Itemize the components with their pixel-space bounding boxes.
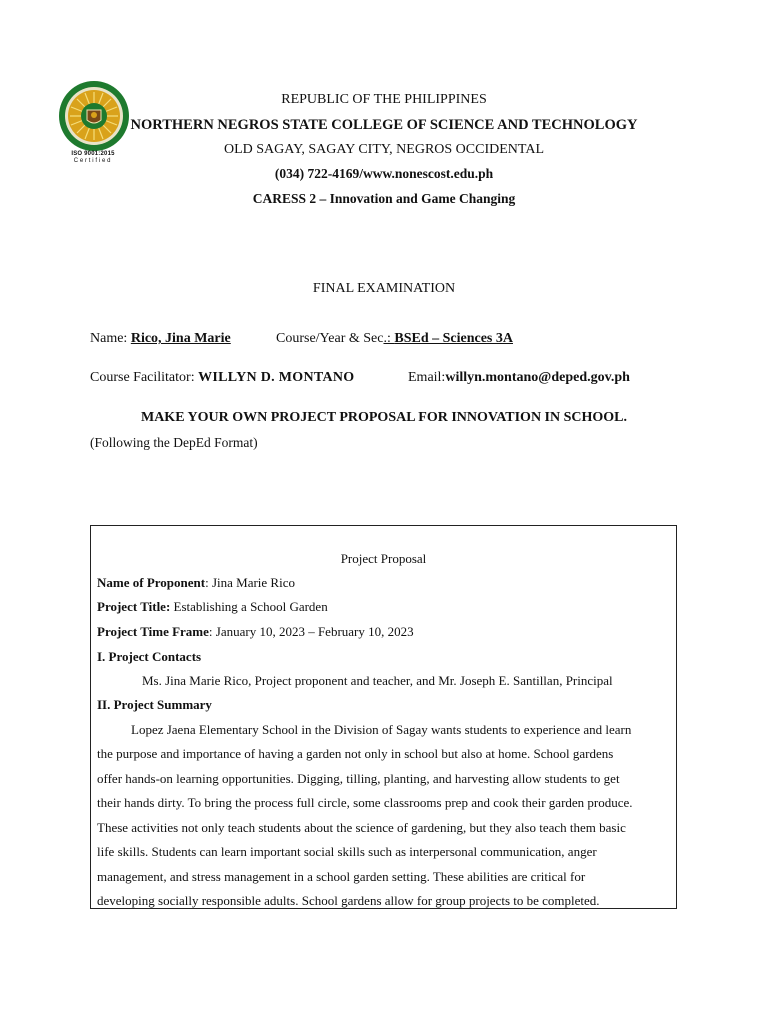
summary-line: life skills. Students can learn important social skills such as interpersonal communication, anger [97,844,597,859]
facilitator-row [90,370,355,386]
iso-label: ISO 9001:2015 [71,151,115,157]
college-name: NORTHERN NEGROS STATE COLLEGE OF SCIENCE AND TECHNOLOGY [130,117,638,133]
facilitator-name: WILLYN D. MONTANO [198,370,355,385]
course-title: CARESS 2 – Innovation and Game Changing [252,191,516,206]
proponent-label: Name of Proponent [97,575,206,590]
course-label: Course/Year & Sec [276,331,384,346]
summary-line: management, and stress management in a school garden setting. These abilities are critical for [97,869,586,884]
email-value: willyn.montano@deped.gov.ph [445,370,630,385]
summary-line: Lopez Jaena Elementary School in the Division of Sagay wants students to experience and learn [131,722,632,737]
student-name: Rico, Jina Marie [130,331,231,346]
timeframe-label: Project Time Frame [97,624,209,639]
course-row [276,331,513,347]
proponent-value: : Jina Marie Rico [205,575,295,590]
college-contact: (034) 722-4169/www.nonescost.edu.ph [274,166,494,181]
timeframe-value: : January 10, 2023 – February 10, 2023 [208,624,414,639]
project-title-value: Establishing a School Garden [170,599,328,614]
summary-line: developing socially responsible adults. School gardens allow for group projects to be completed. [97,893,600,908]
course-value: BSEd – Sciences 3A [394,331,513,346]
college-address: OLD SAGAY, SAGAY CITY, NEGROS OCCIDENTAL [223,142,544,157]
name-label: Name: [90,331,131,346]
email-label: Email: [408,370,446,385]
project-title-label: Project Title: [97,599,171,614]
summary-heading: II. Project Summary [97,697,212,712]
format-note: (Following the DepEd Format) [90,435,258,450]
summary-line: the purpose and importance of having a garden not only in school but also at home. School gardens [97,746,614,761]
proposal-heading: Project Proposal [340,551,427,566]
summary-line: offer hands-on learning opportunities. Digging, tilling, planting, and harvesting allow students to get [97,771,620,786]
project-proposal-box [90,525,677,909]
facilitator-label: Course Facilitator: [90,370,199,385]
iso-certified-label: Certified [73,158,113,164]
exam-title: FINAL EXAMINATION [312,281,456,296]
student-name-row [90,331,231,347]
project-title-line [97,599,328,615]
contacts-heading: I. Project Contacts [97,649,202,664]
task-title: MAKE YOUR OWN PROJECT PROPOSAL FOR INNOVATION IN SCHOOL. [140,410,628,425]
timeframe-line [97,624,414,640]
email-row [408,370,630,386]
proponent-line [97,575,295,591]
course-separator: .: [383,331,395,346]
republic-heading: REPUBLIC OF THE PHILIPPINES [281,92,487,107]
summary-line: their hands dirty. To bring the process full circle, some classrooms prep and cook their garden produce. [97,795,633,810]
contacts-text: Ms. Jina Marie Rico, Project proponent and teacher, and Mr. Joseph E. Santillan, Principal [142,673,613,688]
summary-line: These activities not only teach students about the science of gardening, but they also teach them basic [97,820,626,835]
